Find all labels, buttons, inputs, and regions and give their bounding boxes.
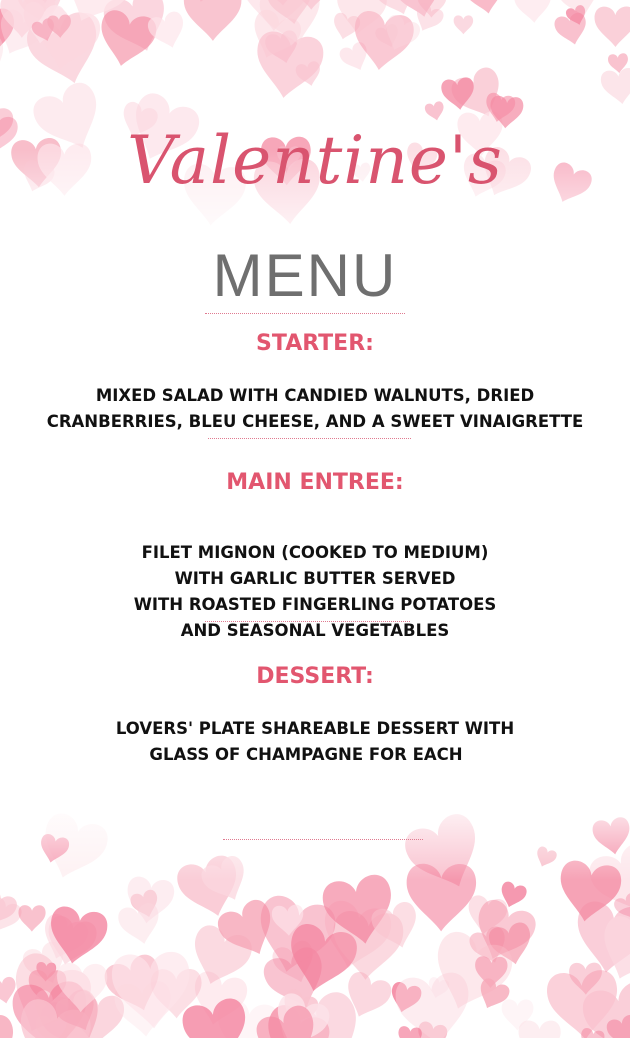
dessert-heading: DESSERT:	[256, 664, 374, 689]
valentines-script-title: Valentine's	[127, 122, 503, 199]
main-entree-description	[0, 540, 630, 644]
dessert-line-1: LOVERS' PLATE SHAREABLE DESSERT WITH	[115, 719, 515, 738]
starter-description	[0, 383, 630, 435]
main-line-4: AND SEASONAL VEGETABLES	[180, 621, 450, 640]
dessert-line-2: GLASS OF CHAMPAGNE FOR EACH	[149, 745, 463, 764]
main-line-1: FILET MIGNON (COOKED TO MEDIUM)	[141, 543, 489, 562]
main-line-2: WITH GARLIC BUTTER SERVED	[174, 569, 456, 588]
divider-starter	[208, 438, 411, 439]
divider-top	[205, 313, 405, 314]
main-line-3: WITH ROASTED FINGERLING POTATOES	[133, 595, 497, 614]
main-entree-heading: MAIN ENTREE:	[226, 470, 404, 495]
starter-line-2: CRANBERRIES, BLEU CHEESE, AND A SWEET VINAIGRETTE	[46, 412, 584, 431]
dessert-description	[0, 716, 630, 768]
starter-heading: STARTER:	[256, 331, 374, 356]
starter-line-1: MIXED SALAD WITH CANDIED WALNUTS, DRIED	[95, 386, 535, 405]
divider-main	[205, 621, 410, 622]
divider-bottom	[223, 839, 423, 840]
menu-title: MENU	[212, 242, 398, 309]
